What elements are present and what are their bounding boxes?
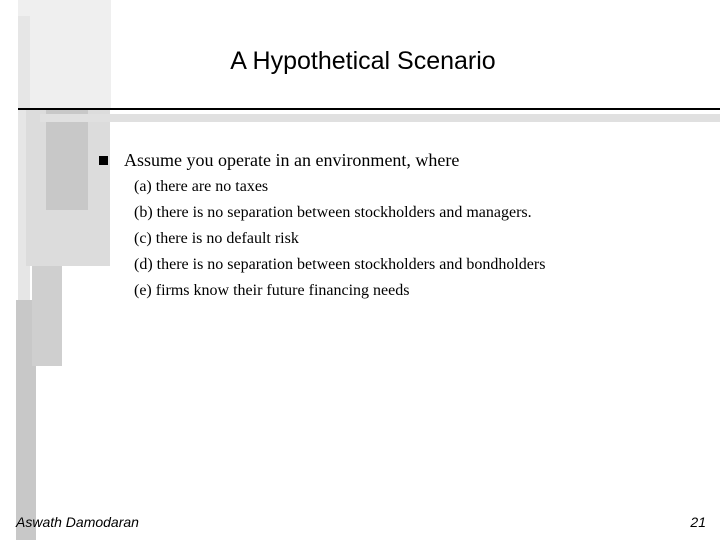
list-item: (e) firms know their future financing needs <box>134 282 410 299</box>
square-bullet-icon <box>99 156 108 165</box>
decor-block-inner <box>46 110 88 210</box>
decor-stripe-top <box>40 114 720 122</box>
page-number: 21 <box>690 514 706 530</box>
slide-title: A Hypothetical Scenario <box>230 47 496 75</box>
list-item: (c) there is no default risk <box>134 230 299 247</box>
title-divider <box>18 108 720 110</box>
list-item: (a) there are no taxes <box>134 178 269 195</box>
footer-author: Aswath Damodaran <box>16 514 139 530</box>
assumption-list <box>134 176 545 306</box>
list-item: (b) there is no separation between stockholders and managers. <box>134 204 532 221</box>
decor-block-lower <box>32 266 62 366</box>
list-item: (d) there is no separation between stockholders and bondholders <box>134 256 546 273</box>
main-bullet-text: Assume you operate in an environment, where <box>124 150 460 170</box>
